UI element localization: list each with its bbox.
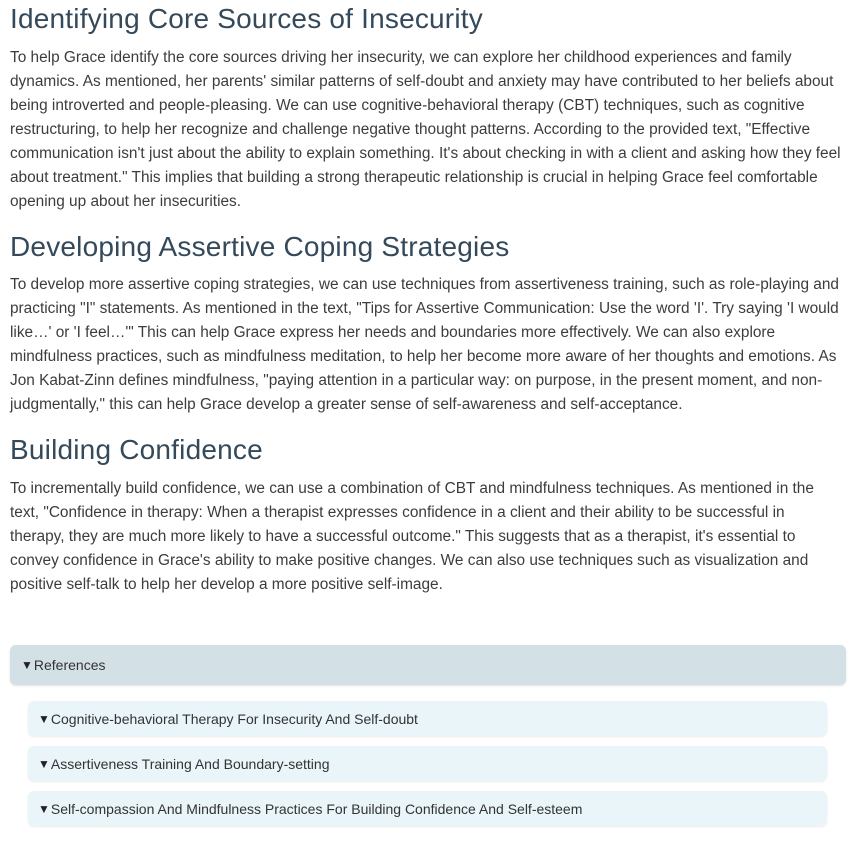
references-toggle[interactable]	[10, 645, 846, 685]
reference-item-label: Assertiveness Training And Boundary-setting	[50, 755, 330, 772]
reference-item-label: Self-compassion And Mindfulness Practices For Building Confidence And Self-esteem	[50, 800, 583, 817]
section-heading-core-sources: Identifying Core Sources of Insecurity	[10, 3, 483, 34]
references-panel	[10, 645, 846, 817]
triangle-down-icon: ▼	[38, 711, 50, 726]
reference-item-self-compassion[interactable]	[28, 791, 827, 826]
section-heading-building-confidence: Building Confidence	[10, 434, 263, 465]
section-body-building-confidence: To incrementally build confidence, we can use a combination of CBT and mindfulness techniques. As mentioned in the text, "Confidence in therapy: When a therapist expresses confidence in a client and their ability to be successful in therapy, they are much more likely to have a successful outcome." This suggests that as a therapist, it's essential to convey confidence in Grace's ability to make positive changes. We can also use techniques such as visualization and positive self-talk to help her develop a more positive self-image.	[10, 480, 814, 593]
section-body-core-sources: To help Grace identify the core sources driving her insecurity, we can explore her childhood experiences and family dynamics. As mentioned, her parents' similar patterns of self-doubt and anxiety may have contributed to her beliefs about being introverted and people-pleasing. We can use cognitive-behavioral therapy (CBT) techniques, such as cognitive restructuring, to help her recognize and challenge negative thought patterns. According to the provided text, "Effective communication isn't just about the ability to explain something. It's about checking in with a client and asking how they feel about treatment." This implies that building a strong therapeutic relationship is crucial in helping Grace feel comfortable opening up about her insecurities.	[10, 49, 841, 210]
section-heading-assertive-coping: Developing Assertive Coping Strategies	[10, 231, 510, 262]
references-label: References	[33, 657, 106, 673]
reference-item-cbt[interactable]	[28, 701, 827, 736]
section-body-assertive-coping: To develop more assertive coping strategies, we can use techniques from assertiveness training, such as role-playing and practicing "I" statements. As mentioned in the text, "Tips for Assertive Communication: Use the word 'I'. Try saying 'I would like…' or 'I feel…'" This can help Grace express her needs and boundaries more effectively. We can also explore mindfulness practices, such as mindfulness meditation, to help her become more aware of her thoughts and emotions. As Jon Kabat-Zinn defines mindfulness, "paying attention in a particular way: on purpose, in the present moment, and non-judgmentally," this can help Grace develop a greater sense of self-awareness and self-acceptance.	[10, 276, 839, 413]
triangle-down-icon: ▼	[38, 756, 50, 771]
reference-item-label: Cognitive-behavioral Therapy For Insecurity And Self-doubt	[50, 710, 418, 727]
triangle-down-icon: ▼	[38, 801, 50, 816]
reference-item-assertiveness[interactable]	[28, 746, 827, 781]
triangle-down-icon: ▼	[21, 658, 33, 672]
